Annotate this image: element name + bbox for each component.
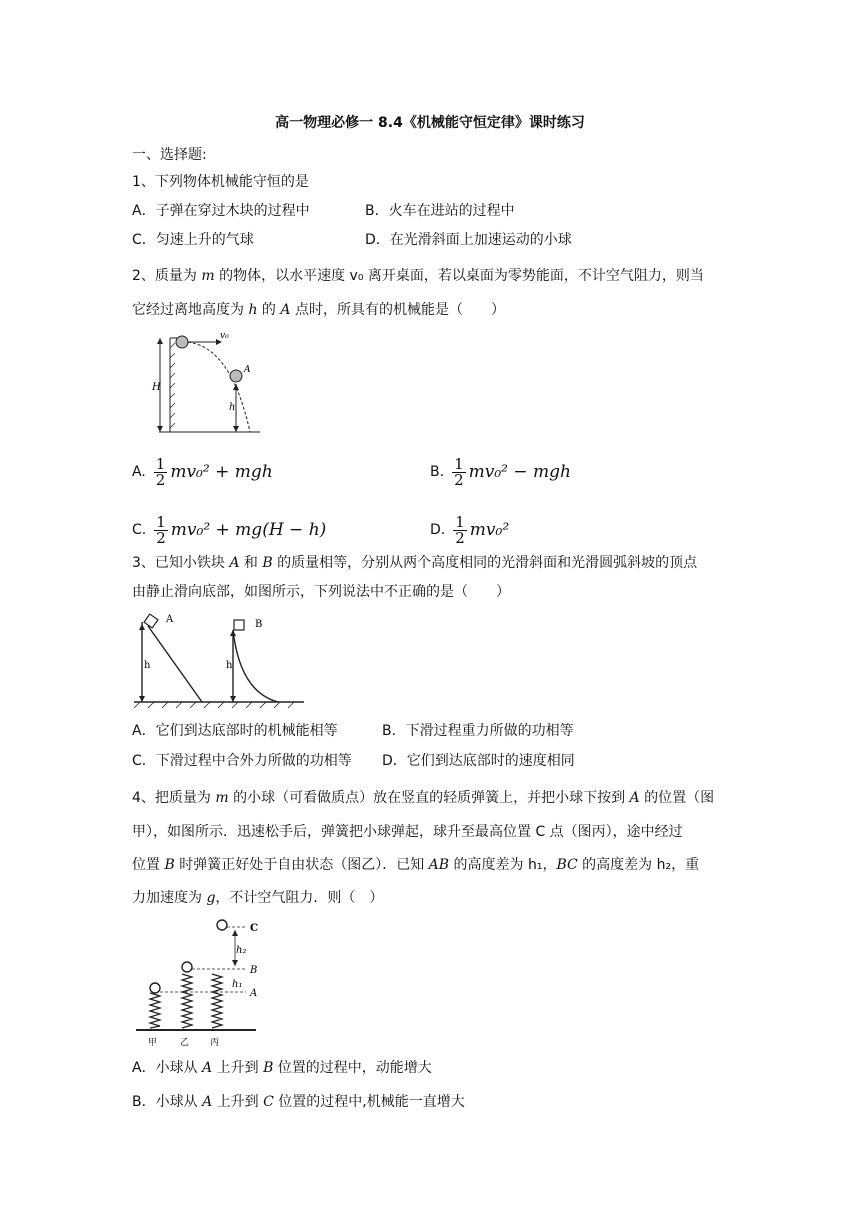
q4-fig-yi-label: 乙 <box>180 1038 190 1048</box>
q4-fig-h1-label: h₁ <box>232 979 243 990</box>
q4-option-b: B．小球从 A 上升到 C 位置的过程中,机械能一直增大 <box>132 1094 465 1110</box>
q1-option-b: B．火车在进站的过程中 <box>365 203 515 219</box>
q1-option-c: C．匀速上升的气球 <box>132 232 254 248</box>
q1-stem: 1、下列物体机械能守恒的是 <box>132 174 309 190</box>
q4-fig-c-label: C <box>250 923 258 934</box>
q2-fig-a-label: A <box>244 365 251 375</box>
q3-option-b: B．下滑过程重力所做的功相等 <box>382 723 574 739</box>
q2-option-d: D. $\frac{1}{2}$ mv₀² <box>430 512 510 547</box>
q4-stem-line1: 4、把质量为 m 的小球（可看做质点）放在竖直的轻质弹簧上，并把小球下按到 A 的位置（图 <box>132 790 715 806</box>
q2-fig-v0-label: v₀ <box>220 331 229 341</box>
q4-option-a: A．小球从 A 上升到 B 位置的过程中，动能增大 <box>132 1060 432 1076</box>
q3-fig-a-label: A <box>166 614 174 625</box>
q4-stem-line4: 力加速度为 g，不计空气阻力．则（ ） <box>132 890 384 906</box>
q1-option-a: A．子弹在穿过木块的过程中 <box>132 203 310 219</box>
q2-option-b: B. $\frac{1}{2}$ mv₀² − mgh <box>430 454 571 489</box>
q4-stem-line2: 甲），如图所示．迅速松手后，弹簧把小球弹起，球升至最高位置 C 点（图丙），途中经过 <box>132 824 683 840</box>
section-heading: 一、选择题: <box>132 147 207 163</box>
q2-option-a: A. $\frac{1}{2}$ mv₀² + mgh <box>132 454 273 489</box>
q1-option-d: D．在光滑斜面上加速运动的小球 <box>365 232 572 248</box>
page-title: 高一物理必修一 8.4《机械能守恒定律》课时练习 <box>275 115 585 131</box>
q4-springs-figure <box>130 918 260 1050</box>
q3-stem-line1: 3、已知小铁块 A 和 B 的质量相等，分别从两个高度相同的光滑斜面和光滑圆弧斜坡的顶点 <box>132 555 698 571</box>
q2-projectile-figure <box>150 328 270 438</box>
q3-option-d: D．它们到达底部时的速度相同 <box>382 753 575 769</box>
q3-option-c: C．下滑过程中合外力所做的功相等 <box>132 753 352 769</box>
q3-stem-line2: 由静止滑向底部，如图所示，下列说法中不正确的是（ ） <box>132 584 510 600</box>
q4-fig-bing-label: 丙 <box>210 1038 220 1048</box>
q4-fig-b-label: B <box>250 965 258 976</box>
q4-fig-a-label: A <box>250 988 258 999</box>
q3-fig-h2-label: h <box>226 660 233 671</box>
q4-stem-line3: 位置 B 时弹簧正好处于自由状态（图乙）．已知 AB 的高度差为 h₁，BC 的高度差为 h₂，重 <box>132 857 700 873</box>
q4-fig-h2-label: h₂ <box>236 945 247 956</box>
q2-stem-line1: 2、质量为 m 的物体，以水平速度 v₀ 离开桌面，若以桌面为零势能面，不计空气阻力，则当 <box>132 268 704 284</box>
q3-fig-b-label: B <box>255 619 263 630</box>
q2-fig-h-big-label: H <box>152 382 161 393</box>
q3-fig-h1-label: h <box>144 660 151 671</box>
q2-stem-line2: 它经过离地高度为 h 的 A 点时，所具有的机械能是（ ） <box>132 302 505 318</box>
q2-option-c: C. $\frac{1}{2}$ mv₀² + mg(H − h) <box>132 512 327 547</box>
q3-option-a: A．它们到达底部时的机械能相等 <box>132 723 338 739</box>
q2-fig-h-small-label: h <box>229 402 236 413</box>
q4-fig-jia-label: 甲 <box>148 1038 158 1048</box>
q3-slopes-figure <box>128 612 306 712</box>
